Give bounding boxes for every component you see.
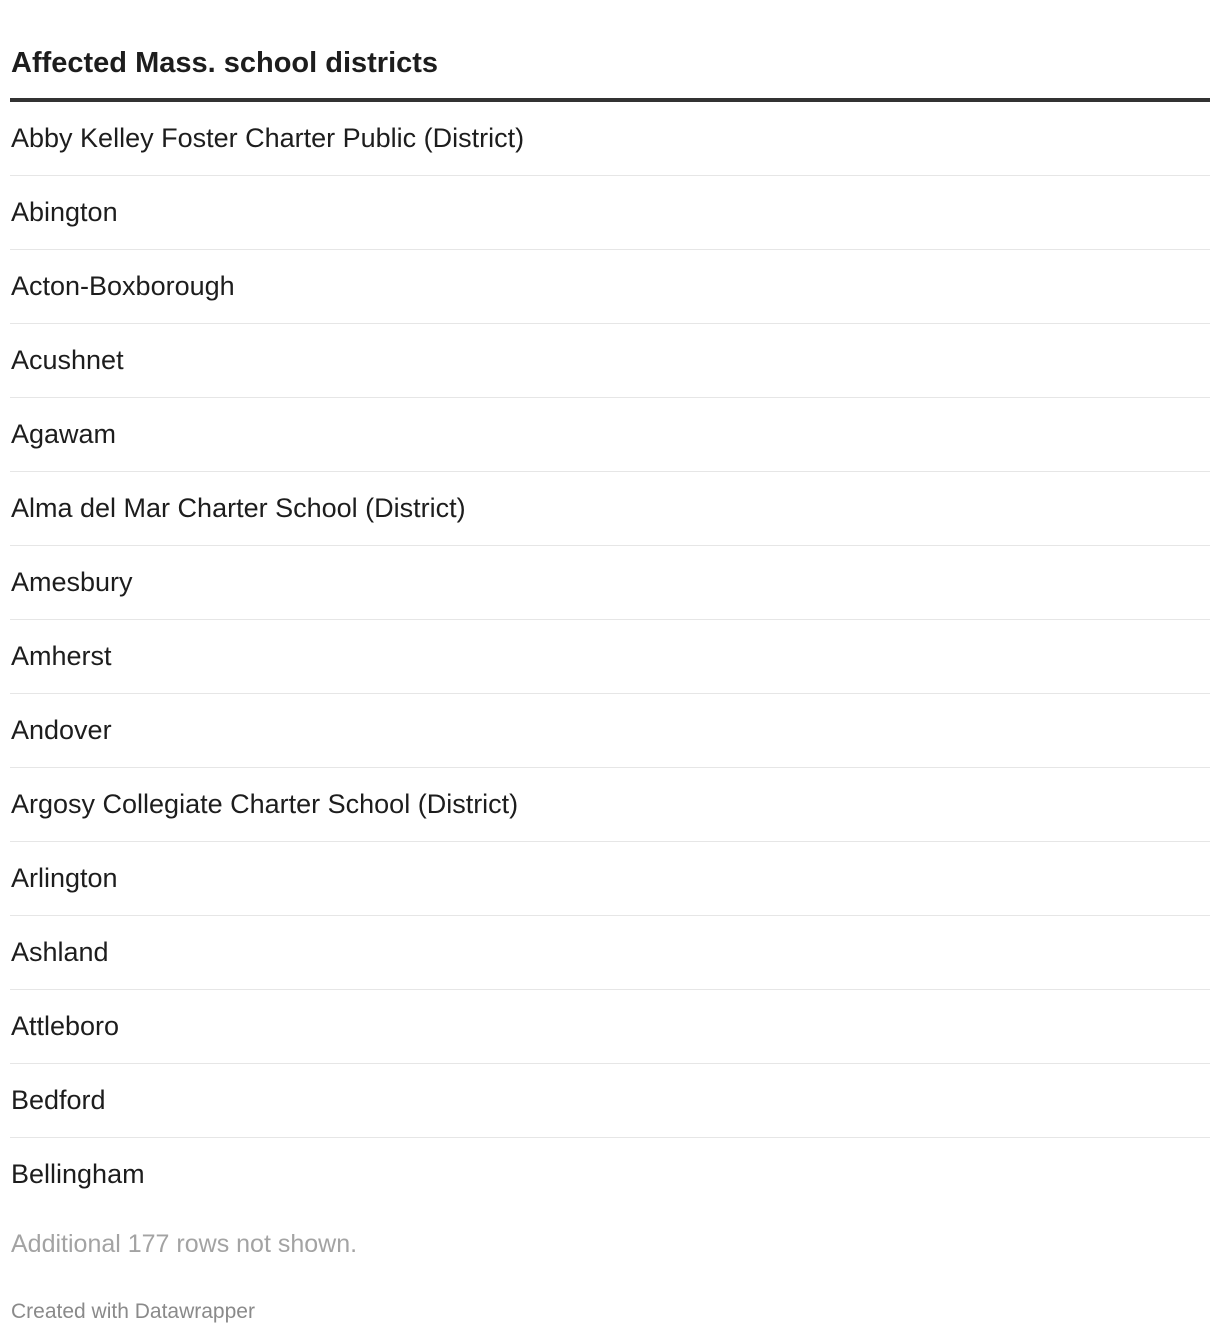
table-row [10,472,1210,546]
table-cell: Arlington [11,863,118,893]
credit-line[interactable]: Created with Datawrapper [11,1300,255,1323]
table-row [10,620,1210,694]
table-cell: Amesbury [11,567,133,597]
table-row [10,1064,1210,1138]
table-body [10,102,1210,1211]
column-header[interactable]: Affected Mass. school districts [11,47,439,79]
table-cell: Alma del Mar Charter School (District) [11,493,466,523]
table-cell: Acton-Boxborough [11,271,235,301]
table-row [10,176,1210,250]
table-cell: Ashland [11,937,109,967]
table-cell: Bellingham [11,1159,145,1189]
table-row [10,1138,1210,1211]
table-cell: Andover [11,715,112,745]
table-row [10,102,1210,176]
table-row [10,916,1210,990]
table-row [10,694,1210,768]
data-table [10,0,1210,1211]
table-cell: Abby Kelley Foster Charter Public (District) [11,123,525,153]
table-row [10,990,1210,1064]
table-row [10,250,1210,324]
table-cell: Argosy Collegiate Charter School (District) [11,789,519,819]
table-cell: Bedford [11,1085,106,1115]
table-cell: Amherst [11,641,112,671]
table-cell: Abington [11,197,118,227]
table-cell: Acushnet [11,345,124,375]
table-cell: Attleboro [11,1011,120,1041]
table-row [10,546,1210,620]
table-cell: Agawam [11,419,117,449]
table-row [10,768,1210,842]
hidden-rows-note: Additional 177 rows not shown. [11,1230,358,1258]
table-row [10,398,1210,472]
table-header [10,0,1210,102]
table-row [10,842,1210,916]
table-row [10,324,1210,398]
